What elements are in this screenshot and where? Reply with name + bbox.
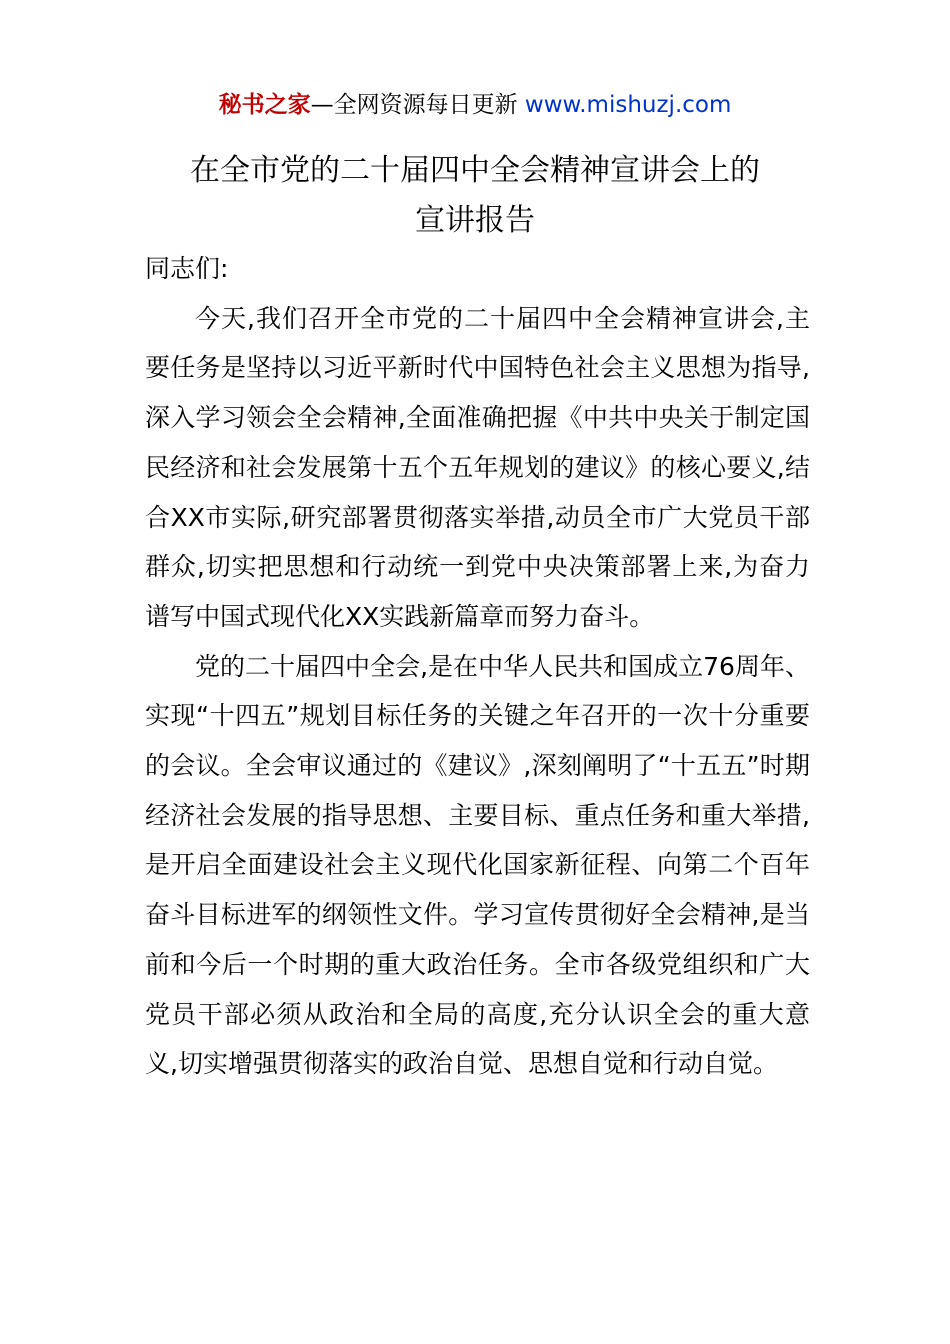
document-body [145, 244, 810, 1089]
title-line-1: 在全市党的二十届四中全会精神宣讲会上的 [190, 153, 760, 188]
site-header [0, 88, 950, 122]
header-tagline: —全网资源每日更新 [310, 92, 518, 118]
title-line-2: 宣讲报告 [415, 203, 535, 238]
paragraph-1: 今天,我们召开全市党的二十届四中全会精神宣讲会,主要任务是坚持以习近平新时代中国特色社会主义思想为指导,深入学习领会全会精神,全面准确把握《中共中央关于制定国民经济和社会发展第十五个五年规划的建议》的核心要义,结合XX市实际,研究部署贯彻落实举措,动员全市广大党员干部群众,切实把思想和行动统一到党中央决策部署上来,为奋力谱写中国式现代化XX实践新篇章而努力奋斗。 [145, 303, 810, 631]
salutation: 同志们: [145, 254, 229, 283]
paragraph-2: 党的二十届四中全会,是在中华人民共和国成立76周年、实现“十四五”规划目标任务的关键之年召开的一次十分重要的会议。全会审议通过的《建议》,深刻阐明了“十五五”时期经济社会发展的指导思想、主要目标、重点任务和重大举措,是开启全面建设社会主义现代化国家新征程、向第二个百年奋斗目标进军的纲领性文件。学习宣传贯彻好全会精神,是当前和今后一个时期的重大政治任务。全市各级党组织和广大党员干部必须从政治和全局的高度,充分认识全会的重大意义,切实增强贯彻落实的政治自觉、思想自觉和行动自觉。 [145, 651, 810, 1079]
document-title [100, 146, 850, 246]
site-url-link[interactable]: www.mishuzj.com [524, 92, 732, 118]
brand-name: 秘书之家 [218, 92, 311, 118]
